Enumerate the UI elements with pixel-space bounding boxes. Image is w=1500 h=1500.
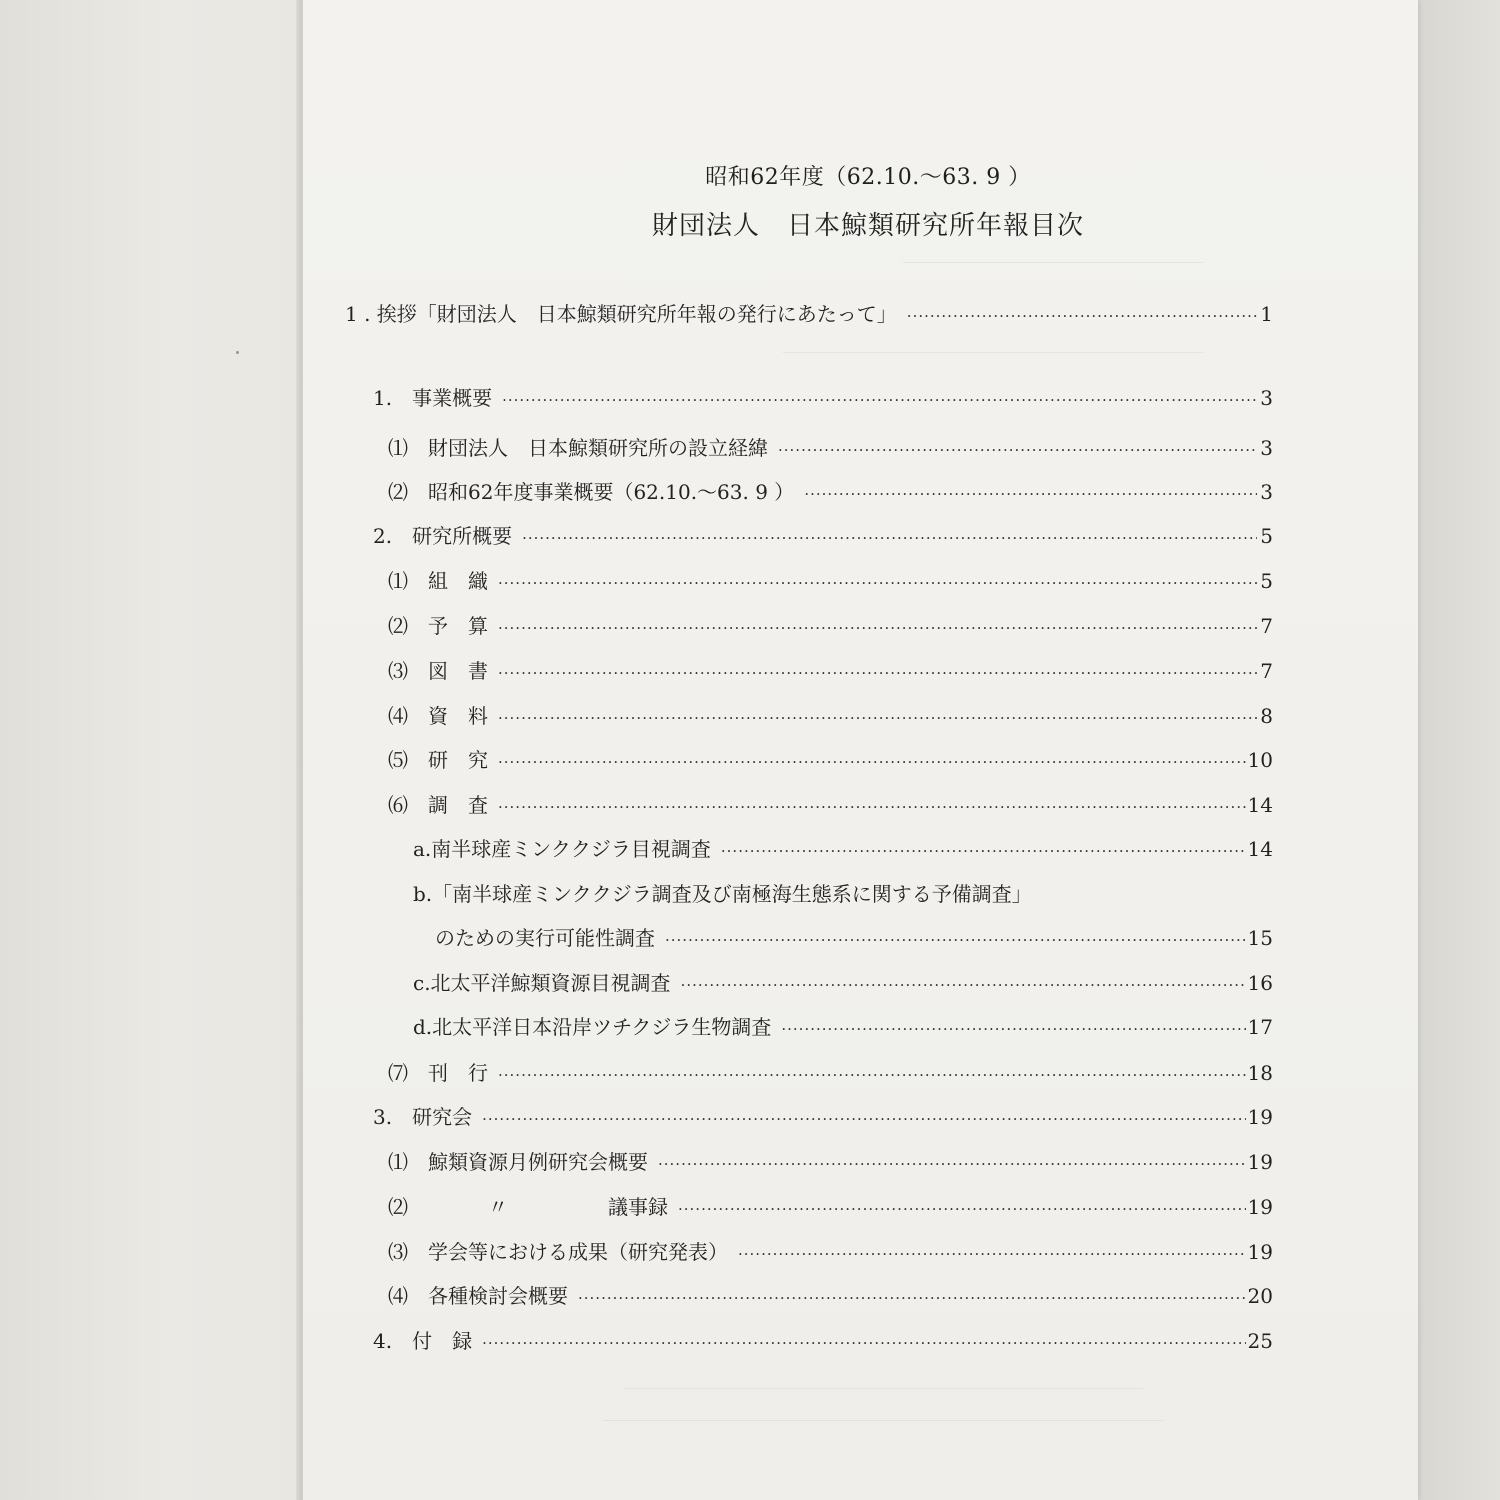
- toc-label: d.北太平洋日本沿岸ツチクジラ生物調査: [413, 1015, 772, 1039]
- toc-label: b.「南半球産ミンククジラ調査及び南極海生態系に関する予備調査」: [413, 882, 1032, 906]
- leader-dots: [498, 1066, 1246, 1084]
- toc-page-number: 3: [1260, 386, 1273, 410]
- toc-page-number: 19: [1247, 1195, 1273, 1219]
- leader-dots: [522, 529, 1257, 547]
- toc-page-number: 25: [1247, 1329, 1273, 1353]
- leader-dots: [721, 842, 1246, 860]
- report-period-title: 昭和62年度（62.10.～63. 9 ）: [705, 165, 1031, 190]
- toc-page-number: 19: [1247, 1150, 1273, 1174]
- toc-label: a.南半球産ミンククジラ目視調査: [413, 837, 711, 861]
- leader-dots: [482, 1110, 1245, 1128]
- toc-page-number: 16: [1247, 971, 1273, 995]
- toc-page-number: 19: [1247, 1105, 1273, 1129]
- toc-entry-section-3-1[interactable]: [388, 1146, 1273, 1175]
- toc-entry-section-1-1[interactable]: [388, 432, 1273, 461]
- toc-entry-section-2-1[interactable]: [388, 565, 1273, 594]
- toc-page-number: 3: [1260, 436, 1273, 460]
- toc-label: のための実行可能性調査: [435, 926, 655, 950]
- toc-entry-section-2-3[interactable]: [388, 655, 1273, 684]
- leader-dots: [907, 307, 1257, 325]
- toc-entry-section-2-2[interactable]: [388, 610, 1273, 639]
- toc-label: 2. 研究所概要: [373, 524, 513, 548]
- toc-page-number: 7: [1260, 614, 1273, 638]
- leader-dots: [658, 1155, 1246, 1173]
- leader-dots: [665, 931, 1246, 949]
- toc-entry-greeting[interactable]: [345, 298, 1273, 327]
- toc-entry-section-3-2[interactable]: [388, 1191, 1273, 1220]
- toc-page-number: 5: [1260, 524, 1273, 548]
- show-through-line: [783, 352, 1203, 353]
- toc-page-number: 7: [1260, 659, 1273, 683]
- toc-page-number: 5: [1260, 569, 1273, 593]
- toc-page-number: 8: [1260, 704, 1273, 728]
- toc-page-number: 18: [1247, 1061, 1273, 1085]
- toc-page-number: 19: [1247, 1240, 1273, 1264]
- toc-page-number: 10: [1247, 748, 1273, 772]
- leader-dots: [778, 441, 1257, 459]
- toc-label: ⑵ 昭和62年度事業概要（62.10.～63. 9 ）: [388, 480, 795, 504]
- toc-label: ⑴ 鯨類資源月例研究会概要: [388, 1150, 648, 1174]
- toc-entry-section-2-5[interactable]: [388, 744, 1273, 773]
- toc-entry-section-2[interactable]: [373, 520, 1273, 549]
- leader-dots: [678, 1200, 1246, 1218]
- leader-dots: [781, 1020, 1245, 1038]
- toc-label: ⑴ 組 織: [388, 569, 488, 593]
- leader-dots: [578, 1289, 1246, 1307]
- toc-label: ⑺ 刊 行: [388, 1061, 488, 1085]
- toc-entry-section-3-3[interactable]: [388, 1236, 1273, 1265]
- leader-dots: [498, 753, 1246, 771]
- toc-page-number: 1: [1260, 302, 1273, 326]
- leader-dots: [502, 391, 1257, 409]
- toc-label: 1 . 挨拶「財団法人 日本鯨類研究所年報の発行にあたって」: [345, 302, 897, 326]
- toc-entry-section-2-6-d[interactable]: [413, 1011, 1273, 1040]
- toc-page-number: 14: [1247, 793, 1273, 817]
- toc-entry-section-2-4[interactable]: [388, 700, 1273, 729]
- toc-entry-section-2-6-b-line-2[interactable]: [435, 922, 1273, 951]
- toc-page-number: 3: [1260, 480, 1273, 504]
- leader-dots: [482, 1334, 1245, 1352]
- contents-page: [303, 0, 1418, 1500]
- toc-page-number: 20: [1247, 1284, 1273, 1308]
- left-page: [0, 0, 302, 1500]
- leader-dots: [681, 976, 1246, 994]
- toc-entry-section-3-4[interactable]: [388, 1280, 1273, 1309]
- toc-entry-section-2-6-b-line-1[interactable]: [413, 878, 1273, 907]
- report-title: 財団法人 日本鯨類研究所年報目次: [651, 211, 1084, 241]
- toc-entry-section-1[interactable]: [373, 382, 1273, 411]
- toc-label: ⑷ 各種検討会概要: [388, 1284, 568, 1308]
- toc-label: 3. 研究会: [373, 1105, 473, 1129]
- leader-dots: [498, 574, 1257, 592]
- show-through-line: [603, 1420, 1163, 1421]
- toc-label: ⑶ 学会等における成果（研究発表）: [388, 1240, 728, 1264]
- toc-page-number: 15: [1247, 926, 1273, 950]
- toc-label: ⑹ 調 査: [388, 793, 488, 817]
- leader-dots: [498, 709, 1257, 727]
- leader-dots: [738, 1245, 1246, 1263]
- toc-label: ⑶ 図 書: [388, 659, 488, 683]
- leader-dots: [498, 664, 1257, 682]
- toc-label: 1. 事業概要: [373, 386, 493, 410]
- toc-label: ⑴ 財団法人 日本鯨類研究所の設立経緯: [388, 436, 768, 460]
- toc-label: c.北太平洋鯨類資源目視調査: [413, 971, 671, 995]
- leader-dots: [498, 619, 1257, 637]
- toc-label: ⑸ 研 究: [388, 748, 488, 772]
- toc-page-number: 17: [1247, 1015, 1273, 1039]
- toc-entry-section-2-6-a[interactable]: [413, 833, 1273, 862]
- show-through-line: [903, 262, 1203, 263]
- leader-dots: [498, 798, 1246, 816]
- toc-page-number: 14: [1247, 837, 1273, 861]
- toc-entry-section-2-6-c[interactable]: [413, 967, 1273, 996]
- paper-speck: [236, 351, 239, 354]
- toc-entry-section-2-6[interactable]: [388, 789, 1273, 818]
- toc-entry-section-3[interactable]: [373, 1101, 1273, 1130]
- toc-label: 4. 付 録: [373, 1329, 473, 1353]
- toc-label: ⑵ 予 算: [388, 614, 488, 638]
- toc-entry-section-4[interactable]: [373, 1325, 1273, 1354]
- show-through-line: [623, 1388, 1143, 1389]
- toc-entry-section-1-2[interactable]: [388, 476, 1273, 505]
- toc-entry-section-2-7[interactable]: [388, 1057, 1273, 1086]
- toc-label: ⑵ 〃 議事録: [388, 1195, 668, 1219]
- toc-label: ⑷ 資 料: [388, 704, 488, 728]
- leader-dots: [804, 485, 1257, 503]
